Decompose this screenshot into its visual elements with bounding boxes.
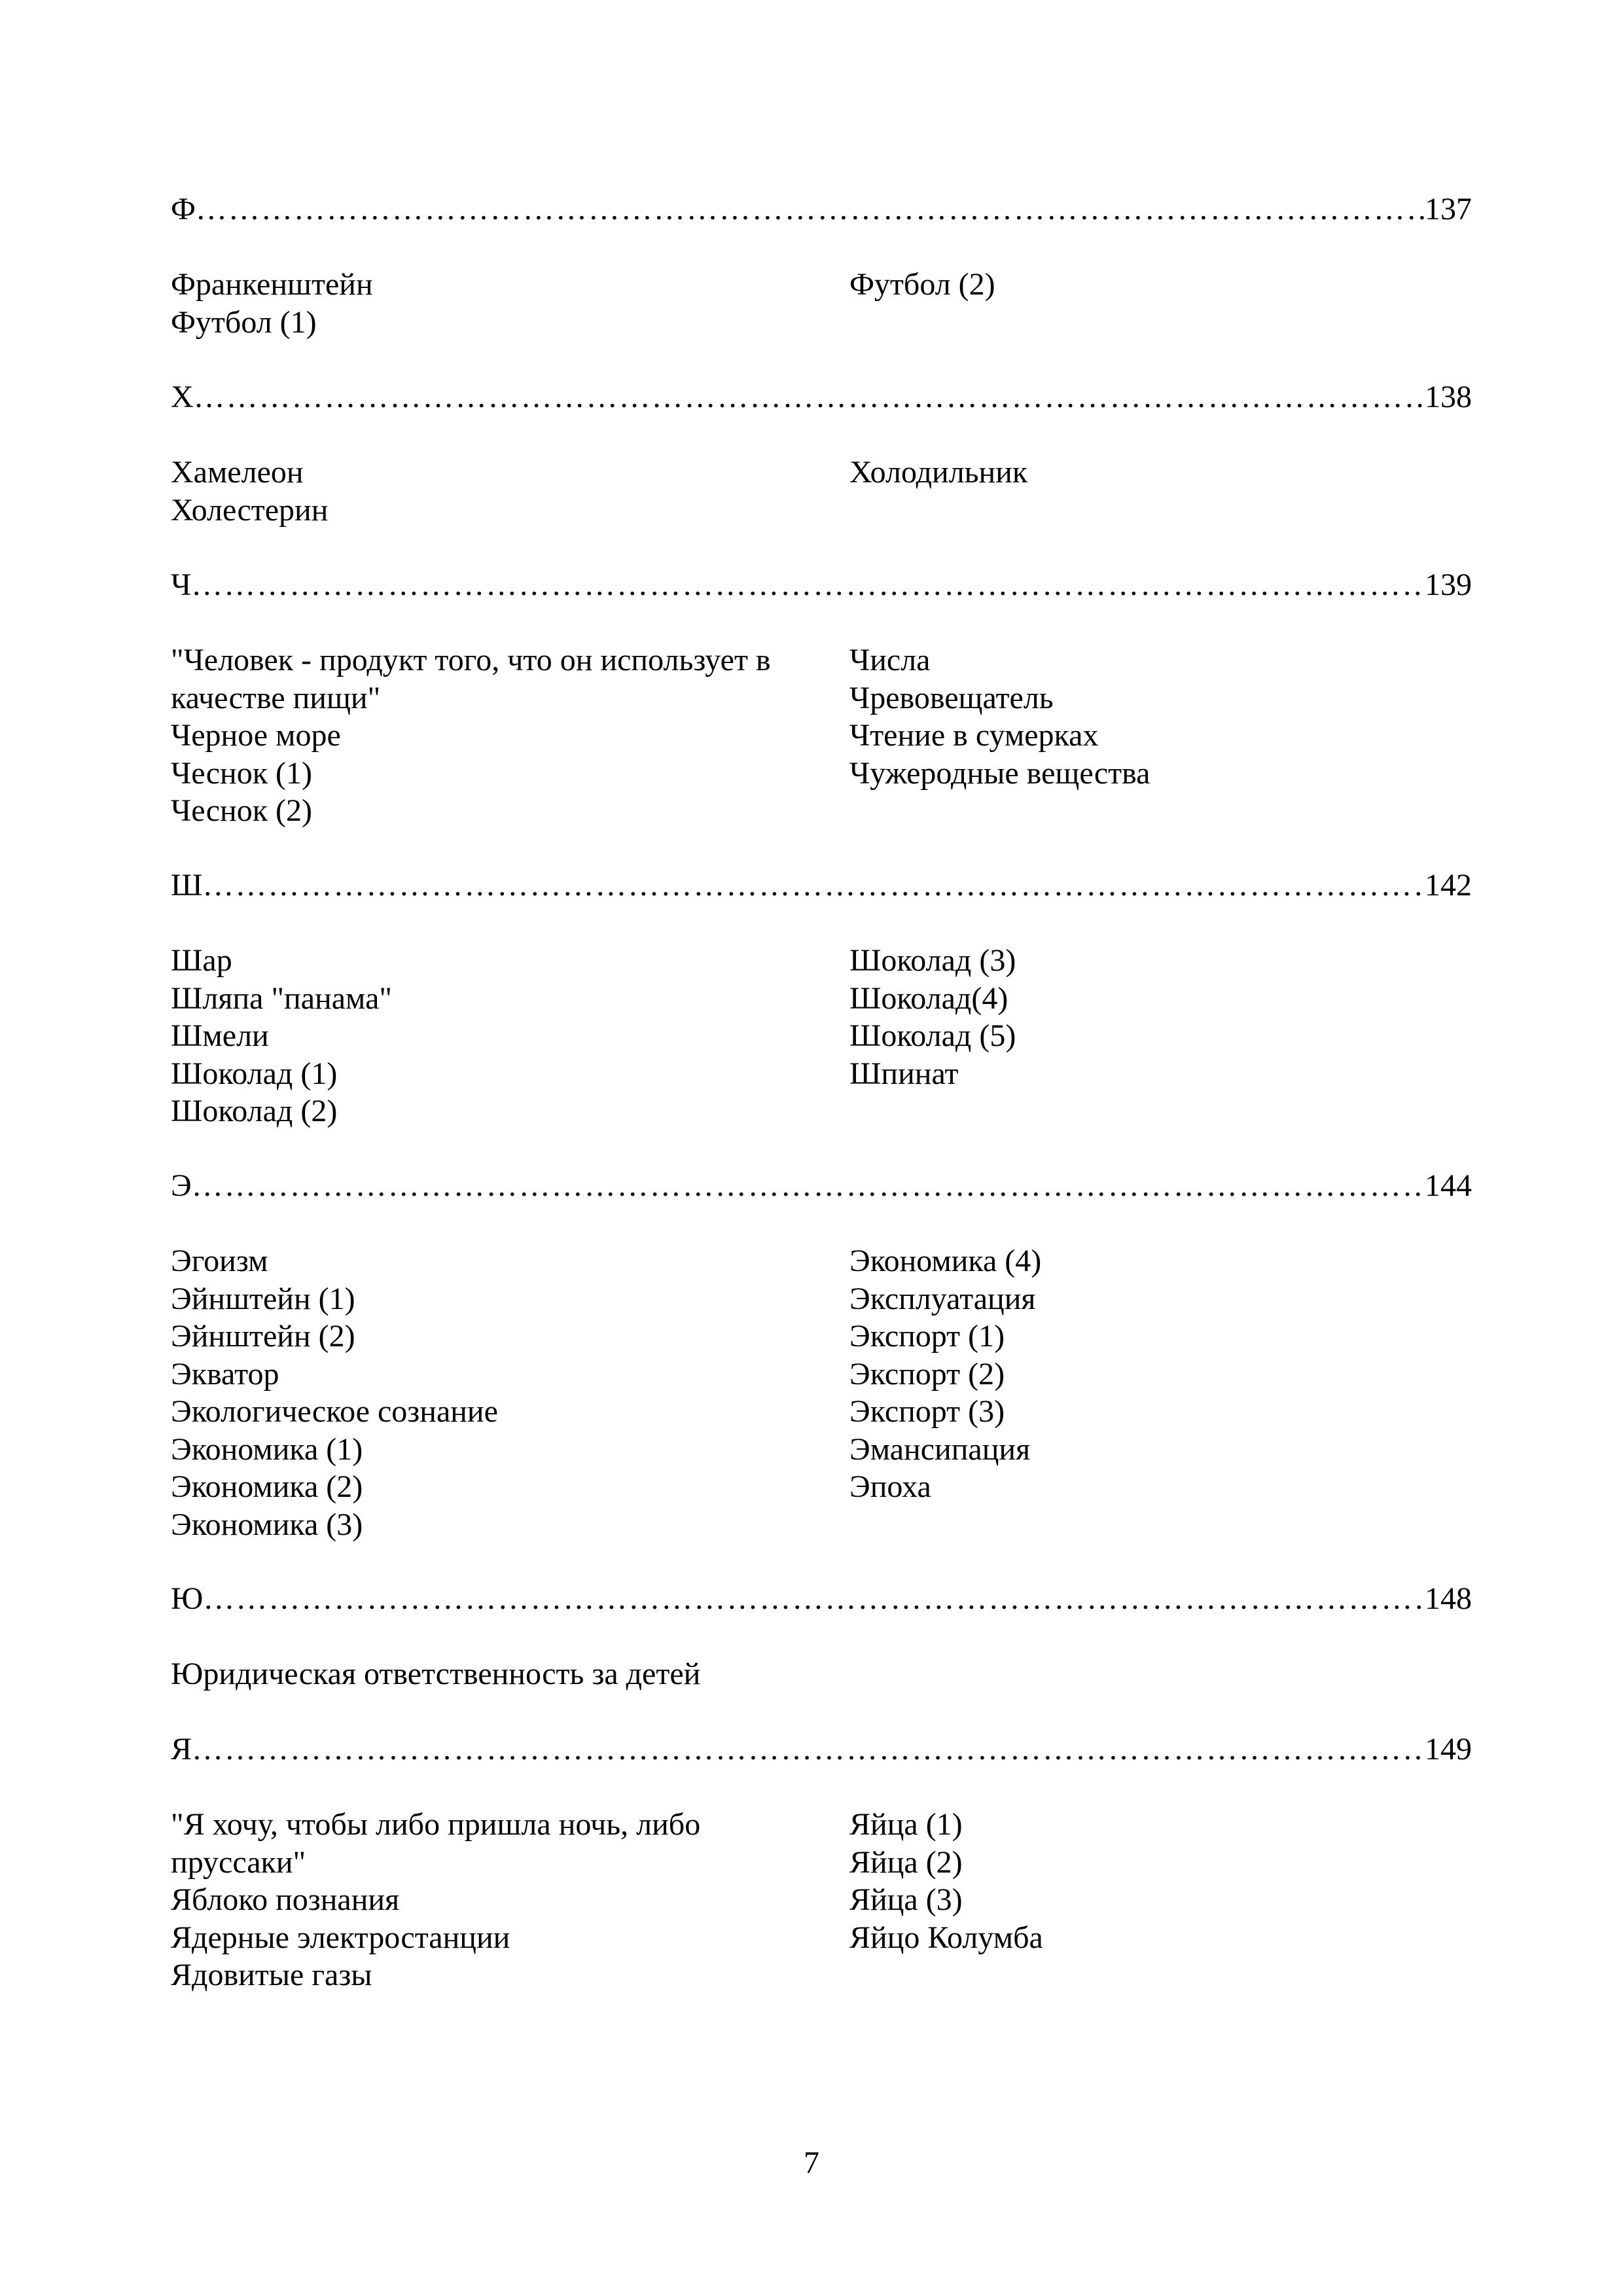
- entries-left-column: [171, 1242, 819, 1543]
- dot-leader: [192, 1167, 1425, 1205]
- index-entry: Шоколад (3): [849, 943, 1016, 978]
- dot-leader: [202, 867, 1425, 905]
- index-entry: Экономика (1): [171, 1431, 363, 1467]
- index-entry: Шоколад (2): [171, 1094, 338, 1128]
- index-entry: Холестерин: [171, 492, 329, 528]
- entries-left-column: [171, 1806, 819, 1994]
- index-entry: Чужеродные вещества: [849, 755, 1150, 791]
- index-entry: Ядовитые газы: [171, 1958, 372, 1992]
- index-entry: Экспорт (3): [849, 1394, 1005, 1429]
- entries-right-column: [849, 266, 1471, 304]
- section-header-e: [171, 1167, 1472, 1205]
- index-entry: Чтение в сумерках: [849, 718, 1099, 753]
- index-entry: Хамелеон: [171, 455, 304, 490]
- index-entry: Эгоизм: [171, 1244, 268, 1278]
- section-page-number: 139: [1425, 567, 1472, 602]
- entries-right-column: [849, 1242, 1471, 1506]
- section-page-number: 138: [1425, 380, 1472, 414]
- index-entry: Яблоко познания: [171, 1882, 400, 1917]
- section-header-sh: [171, 867, 1472, 905]
- section-letter: Э: [171, 1168, 192, 1203]
- index-entry: Экологическое сознание: [171, 1394, 498, 1429]
- index-entry: Шляпа "панама": [171, 980, 392, 1016]
- index-entry: Черное море: [171, 718, 341, 753]
- entries-left-column: [171, 641, 819, 830]
- index-entry: Экономика (3): [171, 1507, 363, 1542]
- entries-right-column: [849, 641, 1471, 792]
- index-entry: Яйца (1): [849, 1807, 963, 1842]
- index-entry: Чеснок (2): [171, 793, 312, 828]
- index-entry: "Человек - продукт того, что он использует в качестве пищи": [171, 643, 771, 715]
- index-entry: Ядерные электростанции: [171, 1920, 510, 1955]
- index-entry: "Я хочу, чтобы либо пришла ночь, либо пруссаки": [171, 1807, 701, 1880]
- dot-leader: [192, 1731, 1425, 1768]
- index-entry: Шар: [171, 943, 232, 978]
- index-entry: Футбол (1): [171, 304, 317, 340]
- index-entry: Яйцо Колумба: [849, 1920, 1043, 1955]
- index-entry: Шпинат: [849, 1056, 959, 1091]
- index-entry: Шоколад (1): [171, 1056, 338, 1091]
- entries-left-column: [171, 266, 819, 341]
- index-entry: Эмансипация: [849, 1431, 1031, 1467]
- index-entry: Яйца (3): [849, 1882, 963, 1917]
- index-entry: Шоколад(4): [849, 980, 1008, 1016]
- section-header-ya: [171, 1731, 1472, 1768]
- index-entry: Яйца (2): [849, 1844, 963, 1880]
- section-letter: Я: [171, 1732, 192, 1767]
- index-entry: Шмели: [171, 1018, 269, 1053]
- entries-right-column: [849, 1806, 1471, 1956]
- index-entry: Экспорт (2): [849, 1356, 1005, 1391]
- section-header-ch: [171, 566, 1472, 604]
- section-letter: Ч: [171, 567, 192, 602]
- section-header-f: [171, 190, 1472, 228]
- entries-left-column: [171, 454, 819, 529]
- entries-right-column: [849, 454, 1471, 492]
- dot-leader: [196, 190, 1425, 228]
- index-entry: Шоколад (5): [849, 1018, 1016, 1053]
- section-page-number: 142: [1425, 868, 1472, 903]
- dot-leader: [203, 1580, 1425, 1618]
- entries-right-column: [849, 942, 1471, 1092]
- index-entry: Чревовещатель: [849, 680, 1054, 715]
- section-page-number: 137: [1425, 192, 1472, 226]
- section-page-number: 144: [1425, 1168, 1472, 1203]
- index-entry: Холодильник: [849, 455, 1028, 490]
- section-letter: Ю: [171, 1581, 204, 1616]
- page-number-footer: 7: [804, 2145, 819, 2180]
- entries-left-column: [171, 942, 819, 1130]
- section-letter: Ф: [171, 192, 196, 226]
- section-header-yu: [171, 1580, 1472, 1618]
- dot-leader: [191, 566, 1425, 604]
- index-entry: Эйнштейн (2): [171, 1319, 355, 1354]
- dot-leader: [194, 378, 1425, 416]
- index-entry: Франкенштейн: [171, 267, 373, 302]
- section-letter: Х: [171, 380, 194, 414]
- index-entry: Эпоха: [849, 1469, 931, 1504]
- section-page-number: 149: [1425, 1732, 1472, 1767]
- index-entry: Чеснок (1): [171, 755, 312, 791]
- index-entry: Эйнштейн (1): [171, 1281, 355, 1316]
- index-entry: Экономика (4): [849, 1244, 1042, 1278]
- index-entry: Экспорт (1): [849, 1319, 1005, 1354]
- index-entry: Эксплуатация: [849, 1281, 1036, 1316]
- index-entry: Футбол (2): [849, 267, 995, 302]
- index-entry: Экономика (2): [171, 1469, 363, 1504]
- section-letter: Ш: [171, 868, 203, 903]
- index-entry: Числа: [849, 643, 931, 677]
- index-entry: Экватор: [171, 1356, 279, 1391]
- index-entry: Юридическая ответственность за детей: [171, 1657, 701, 1691]
- section-page-number: 148: [1425, 1581, 1472, 1616]
- section-header-kh: [171, 378, 1472, 416]
- entries-left-column: [171, 1655, 1472, 1693]
